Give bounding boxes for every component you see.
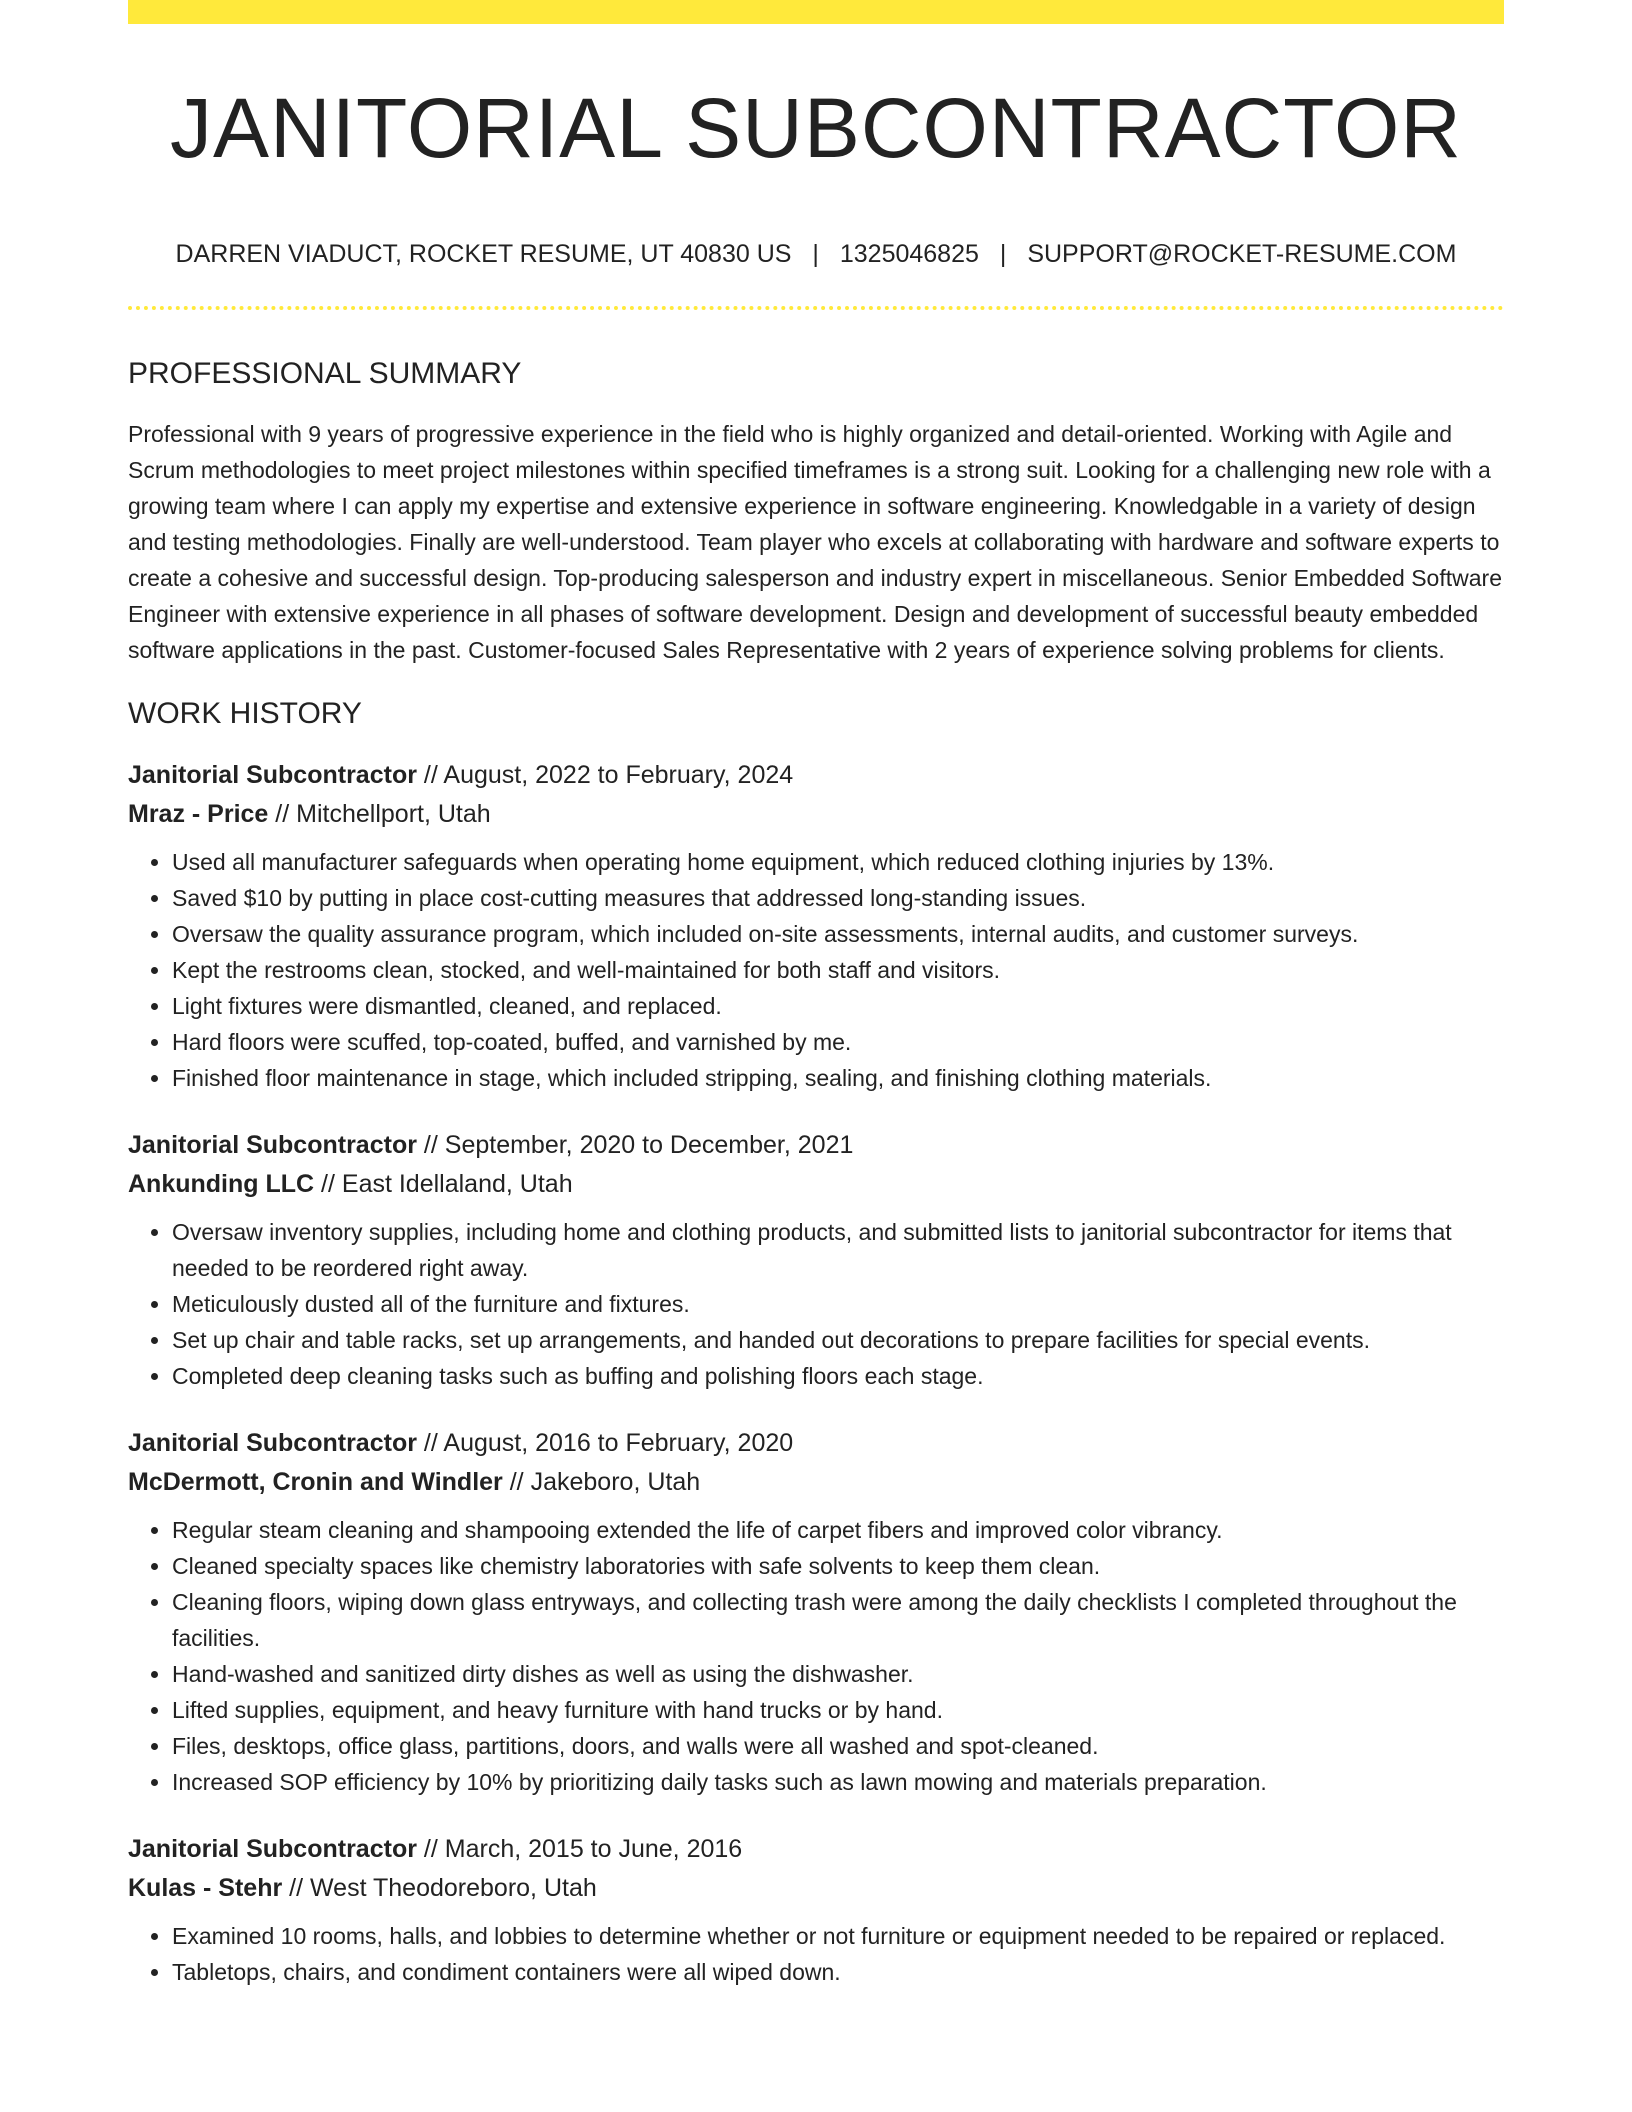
job-bullet: • Used all manufacturer safeguards when operating home equipment, which reduced clothing injuries by 13%.	[172, 844, 1504, 880]
contact-separator: |	[812, 240, 819, 268]
job-company-line	[128, 1869, 1504, 1908]
job-dates: March, 2015 to June, 2016	[444, 1835, 743, 1863]
job-entry	[128, 1830, 1504, 1990]
job-entry	[128, 756, 1504, 1096]
job-bullet: • Increased SOP efficiency by 10% by prioritizing daily tasks such as lawn mowing and materials preparation.	[172, 1764, 1504, 1800]
job-divider: //	[423, 1131, 438, 1159]
job-divider: //	[289, 1874, 304, 1902]
job-dates: August, 2016 to February, 2020	[443, 1429, 794, 1457]
job-title: Janitorial Subcontractor	[128, 1835, 417, 1863]
resume-content	[128, 348, 1504, 2020]
job-divider: //	[509, 1468, 524, 1496]
job-title-line	[128, 1830, 1504, 1869]
job-bullet: • Examined 10 rooms, halls, and lobbies to determine whether or not furniture or equipment needed to be repaired or replaced.	[172, 1918, 1504, 1954]
job-company-line	[128, 795, 1504, 834]
contact-separator: |	[999, 240, 1007, 268]
job-title-line	[128, 1424, 1504, 1463]
job-bullets	[128, 1214, 1504, 1394]
job-title: Janitorial Subcontractor	[128, 761, 417, 789]
header-divider	[128, 306, 1504, 310]
job-bullet: • Set up chair and table racks, set up arrangements, and handed out decorations to prepare facilities for special events.	[172, 1322, 1504, 1358]
job-company: Ankunding LLC	[128, 1170, 315, 1198]
job-bullet: • Meticulously dusted all of the furniture and fixtures.	[172, 1286, 1504, 1322]
job-title-line	[128, 1126, 1504, 1165]
job-bullet: • Oversaw the quality assurance program, which included on-site assessments, internal audits, and customer surveys.	[172, 916, 1504, 952]
summary-text: Professional with 9 years of progressive experience in the field who is highly organized and detail-oriented. Working with Agile and Scrum methodologies to meet project milestones within specified timeframes is a strong suit. Looking for a challenging new role with a growing team where I can apply my expertise and extensive experience in software engineering. Knowledgable in a variety of design and testing methodologies. Finally are well-understood. Team player who excels at collaborating with hardware and software experts to create a cohesive and successful design. Top-producing salesperson and industry expert in miscellaneous. Senior Embedded Software Engineer with extensive experience in all phases of software development. Design and development of successful beauty embedded software applications in the past. Customer-focused Sales Representative with 2 years of experience solving problems for clients.	[128, 421, 1502, 663]
job-location: East Idellaland, Utah	[341, 1170, 573, 1198]
summary-section	[128, 348, 1504, 668]
work-history-section	[128, 688, 1504, 1990]
job-bullet: • Light fixtures were dismantled, cleaned, and replaced.	[172, 988, 1504, 1024]
job-bullet: • Saved $10 by putting in place cost-cutting measures that addressed long-standing issues.	[172, 880, 1504, 916]
job-title: Janitorial Subcontractor	[128, 1429, 417, 1457]
job-divider: //	[423, 1835, 438, 1863]
job-bullet: • Lifted supplies, equipment, and heavy furniture with hand trucks or by hand.	[172, 1692, 1504, 1728]
job-entry	[128, 1126, 1504, 1394]
job-bullet: • Files, desktops, office glass, partitions, doors, and walls were all washed and spot-cleaned.	[172, 1728, 1504, 1764]
job-divider: //	[423, 761, 438, 789]
job-title-line	[128, 756, 1504, 795]
job-bullet: • Oversaw inventory supplies, including home and clothing products, and submitted lists to janitorial subcontractor for items that needed to be reordered right away.	[172, 1214, 1504, 1286]
job-company: Mraz - Price	[128, 800, 269, 828]
work-history-heading: WORK HISTORY	[128, 697, 362, 730]
job-location: West Theodoreboro, Utah	[310, 1874, 597, 1902]
job-bullets	[128, 1918, 1504, 1990]
job-bullet: • Completed deep cleaning tasks such as buffing and polishing floors each stage.	[172, 1358, 1504, 1394]
job-bullet: • Kept the restrooms clean, stocked, and well-maintained for both staff and visitors.	[172, 952, 1504, 988]
job-divider: //	[321, 1170, 335, 1198]
contact-email: SUPPORT@ROCKET-RESUME.COM	[1027, 240, 1457, 268]
job-divider: //	[423, 1429, 438, 1457]
job-bullet: • Hand-washed and sanitized dirty dishes as well as using the dishwasher.	[172, 1656, 1504, 1692]
job-company-line	[128, 1165, 1504, 1204]
job-bullet: • Finished floor maintenance in stage, which included stripping, sealing, and finishing clothing materials.	[172, 1060, 1504, 1096]
job-company: Kulas - Stehr	[128, 1874, 283, 1902]
contact-phone: 1325046825	[839, 240, 979, 268]
job-bullet: • Regular steam cleaning and shampooing extended the life of carpet fibers and improved color vibrancy.	[172, 1512, 1504, 1548]
summary-heading: PROFESSIONAL SUMMARY	[128, 357, 522, 390]
job-dates: August, 2022 to February, 2024	[443, 761, 794, 789]
job-bullets	[128, 844, 1504, 1096]
job-dates: September, 2020 to December, 2021	[444, 1131, 854, 1159]
job-list	[128, 756, 1504, 1990]
job-bullet: • Cleaned specialty spaces like chemistry laboratories with safe solvents to keep them clean.	[172, 1548, 1504, 1584]
contact-line	[128, 238, 1504, 270]
accent-bar	[128, 0, 1504, 24]
resume-name: JANITORIAL SUBCONTRACTOR	[170, 81, 1462, 175]
job-bullet: • Tabletops, chairs, and condiment containers were all wiped down.	[172, 1954, 1504, 1990]
job-company-line	[128, 1463, 1504, 1502]
job-company: McDermott, Cronin and Windler	[128, 1468, 503, 1496]
contact-address: DARREN VIADUCT, ROCKET RESUME, UT 40830 US	[175, 240, 792, 268]
job-bullets	[128, 1512, 1504, 1800]
job-entry	[128, 1424, 1504, 1800]
job-title: Janitorial Subcontractor	[128, 1131, 417, 1159]
job-bullet: • Cleaning floors, wiping down glass entryways, and collecting trash were among the daily checklists I completed throughout the facilities.	[172, 1584, 1504, 1656]
job-divider: //	[275, 800, 290, 828]
job-location: Mitchellport, Utah	[296, 800, 491, 828]
job-bullet: • Hard floors were scuffed, top-coated, buffed, and varnished by me.	[172, 1024, 1504, 1060]
job-location: Jakeboro, Utah	[530, 1468, 701, 1496]
